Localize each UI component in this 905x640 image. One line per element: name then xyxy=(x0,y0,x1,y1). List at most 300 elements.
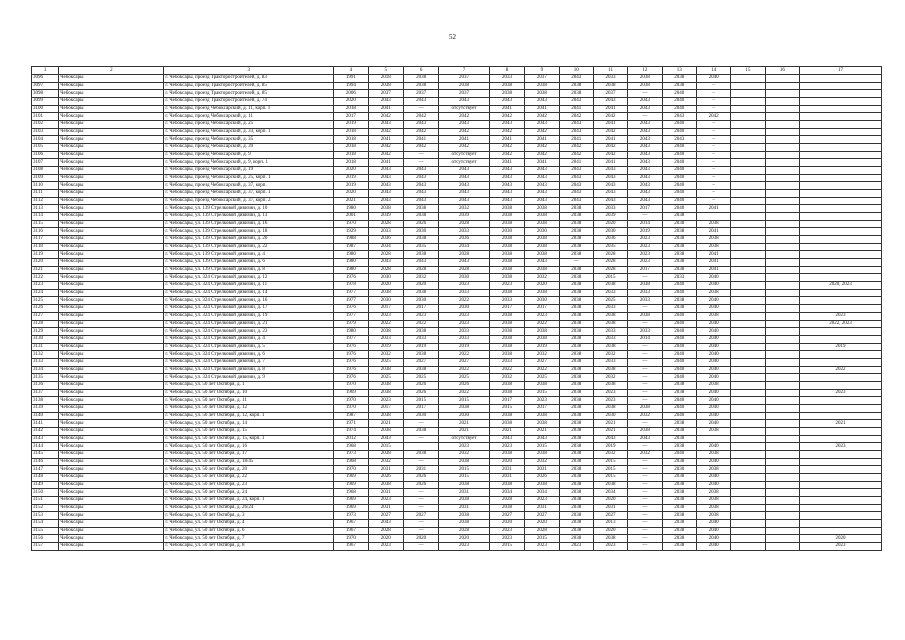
table-cell: — xyxy=(628,358,662,366)
table-cell: 2043 xyxy=(628,197,662,205)
table-cell: 3147 xyxy=(32,466,59,474)
table-cell: г. Чебоксары, ул. 50 лет Октября, д. 8 xyxy=(164,542,334,550)
table-cell: 2038 xyxy=(439,519,490,527)
table-cell: 1970 xyxy=(334,220,368,228)
table-cell: 2038 xyxy=(489,259,524,267)
table-row xyxy=(32,466,882,474)
table-cell: 2015 xyxy=(525,443,559,451)
table-cell: — xyxy=(559,259,593,267)
table-cell: Чебоксары xyxy=(59,481,164,489)
table-cell: г. Чебоксары, проезд Тракторостроителей, д. 85 xyxy=(164,82,334,90)
table-cell: 3153 xyxy=(32,512,59,520)
table-cell xyxy=(765,82,799,90)
table-cell: 2022 xyxy=(800,366,882,374)
table-cell: 2043 xyxy=(559,128,593,136)
table-cell: 2017 xyxy=(489,305,524,313)
table-cell: 2038 xyxy=(559,443,593,451)
table-cell: 2037 xyxy=(439,75,490,83)
table-cell xyxy=(765,243,799,251)
table-cell: 2041 xyxy=(696,266,730,274)
table-cell: 3123 xyxy=(32,282,59,290)
table-cell: 2042 xyxy=(403,113,438,121)
table-cell xyxy=(800,358,882,366)
table-cell: Чебоксары xyxy=(59,144,164,152)
table-cell: 2015 xyxy=(368,443,403,451)
table-cell xyxy=(731,305,765,313)
table-cell: 2038 xyxy=(662,481,696,489)
table-row xyxy=(32,343,882,351)
table-cell: 2043 xyxy=(525,197,559,205)
column-header: 7 xyxy=(439,67,490,75)
table-cell: 2030 xyxy=(403,412,438,420)
table-cell: Чебоксары xyxy=(59,113,164,121)
table-cell: 2041 xyxy=(593,159,627,167)
table-row xyxy=(32,251,882,259)
table-row xyxy=(32,213,882,221)
table-cell: 2038 xyxy=(525,90,559,98)
table-cell: г. Чебоксары, проезд Чебоксарский, д. 9 xyxy=(164,151,334,159)
table-cell xyxy=(731,98,765,106)
table-cell: 2043 xyxy=(368,190,403,198)
table-cell: 2031 xyxy=(439,504,490,512)
table-cell: 2038 xyxy=(368,412,403,420)
table-cell: 2043 xyxy=(662,136,696,144)
table-cell: 2041 xyxy=(696,251,730,259)
table-cell: 3121 xyxy=(32,266,59,274)
table-cell: 2041 xyxy=(593,121,627,129)
table-row xyxy=(32,205,882,213)
table-cell: — xyxy=(628,420,662,428)
table-cell: 2019 xyxy=(403,343,438,351)
table-cell xyxy=(765,351,799,359)
table-cell: 2020 xyxy=(368,535,403,543)
table-cell: Чебоксары xyxy=(59,504,164,512)
table-cell: Чебоксары xyxy=(59,151,164,159)
table-cell: 2043 xyxy=(525,167,559,175)
table-row xyxy=(32,328,882,336)
table-row xyxy=(32,282,882,290)
table-cell: 2015 xyxy=(593,466,627,474)
table-cell: 2025 xyxy=(525,374,559,382)
table-cell: 2043 xyxy=(525,435,559,443)
table-cell: 2038 xyxy=(489,266,524,274)
table-cell xyxy=(765,504,799,512)
table-cell: 2038 xyxy=(525,450,559,458)
table-cell: 2020 xyxy=(489,458,524,466)
table-cell: 2030 xyxy=(439,274,490,282)
table-cell xyxy=(800,481,882,489)
table-cell: 2015 xyxy=(593,274,627,282)
table-cell: 2023 xyxy=(368,542,403,550)
table-cell xyxy=(731,151,765,159)
table-cell: 2043 xyxy=(559,167,593,175)
table-cell: 2038 xyxy=(525,381,559,389)
table-cell: 2023 xyxy=(525,312,559,320)
table-cell: 2040 xyxy=(662,151,696,159)
table-cell: 3157 xyxy=(32,542,59,550)
table-row xyxy=(32,159,882,167)
table-cell: Чебоксары xyxy=(59,335,164,343)
table-cell: 2043 xyxy=(439,98,490,106)
table-cell: 1976 xyxy=(334,351,368,359)
table-cell: 3129 xyxy=(32,328,59,336)
table-cell: 2042 xyxy=(439,113,490,121)
table-cell: 2038 xyxy=(559,243,593,251)
table-cell: 2038 xyxy=(559,305,593,313)
table-cell xyxy=(731,443,765,451)
table-cell: 3106 xyxy=(32,151,59,159)
table-cell: 2042 xyxy=(368,128,403,136)
table-cell: 2030 xyxy=(368,297,403,305)
table-cell: Чебоксары xyxy=(59,236,164,244)
table-cell: 2042 xyxy=(593,128,627,136)
table-cell xyxy=(765,320,799,328)
table-cell xyxy=(765,404,799,412)
table-cell: 1988 xyxy=(334,236,368,244)
table-cell: 2031 xyxy=(368,504,403,512)
table-cell: 2019 xyxy=(525,343,559,351)
table-cell xyxy=(800,374,882,382)
table-cell: 2026 xyxy=(403,481,438,489)
table-cell: 2034 xyxy=(489,489,524,497)
table-cell: г. Чебоксары, проезд Чебоксарский, д. 35 xyxy=(164,136,334,144)
table-cell: 2043 xyxy=(593,167,627,175)
table-cell xyxy=(765,167,799,175)
table-cell: 2015 xyxy=(593,458,627,466)
table-cell: 2040 xyxy=(662,312,696,320)
table-row xyxy=(32,420,882,428)
table-row xyxy=(32,151,882,159)
table-cell: 2038 xyxy=(593,343,627,351)
table-cell xyxy=(731,251,765,259)
table-cell xyxy=(731,473,765,481)
table-cell: Чебоксары xyxy=(59,542,164,550)
table-cell: Чебоксары xyxy=(59,90,164,98)
table-cell: — xyxy=(403,496,438,504)
table-cell: 2038 xyxy=(489,274,524,282)
table-cell: 2028 xyxy=(368,266,403,274)
table-cell: Чебоксары xyxy=(59,174,164,182)
table-cell: – xyxy=(696,105,730,113)
table-cell: 3120 xyxy=(32,259,59,267)
table-cell xyxy=(731,535,765,543)
table-cell: 2015 xyxy=(403,397,438,405)
table-cell: 2038 xyxy=(559,358,593,366)
table-cell: 2031 xyxy=(368,466,403,474)
table-cell: 2041 xyxy=(696,228,730,236)
table-cell: 2040 xyxy=(662,190,696,198)
table-cell: 2018 xyxy=(334,136,368,144)
table-cell: 2038 xyxy=(489,504,524,512)
table-cell: Чебоксары xyxy=(59,466,164,474)
table-cell: 2015 xyxy=(439,466,490,474)
table-cell xyxy=(800,243,882,251)
table-cell: 2040 xyxy=(662,144,696,152)
table-cell xyxy=(731,144,765,152)
table-row xyxy=(32,404,882,412)
table-cell xyxy=(765,328,799,336)
table-cell: 2038 xyxy=(593,320,627,328)
table-cell: 2038 xyxy=(489,481,524,489)
table-cell: 2038 xyxy=(559,351,593,359)
column-header: 2 xyxy=(59,67,164,75)
table-cell: Чебоксары xyxy=(59,397,164,405)
table-cell: – xyxy=(696,128,730,136)
table-cell: 2038 xyxy=(662,420,696,428)
table-cell: 2038 xyxy=(662,82,696,90)
table-cell: 2038 xyxy=(696,496,730,504)
table-cell: 2040 xyxy=(662,182,696,190)
table-cell: 2027 xyxy=(403,358,438,366)
table-cell: 2038 xyxy=(489,343,524,351)
table-cell: 2043 xyxy=(662,113,696,121)
table-cell: 2033 xyxy=(489,75,524,83)
table-cell: 2040 xyxy=(662,366,696,374)
table-cell xyxy=(731,527,765,535)
table-cell: 2023 xyxy=(628,251,662,259)
table-cell: 2032 xyxy=(439,450,490,458)
table-cell xyxy=(800,496,882,504)
table-cell: Чебоксары xyxy=(59,305,164,313)
table-cell: 2030 xyxy=(593,412,627,420)
table-cell xyxy=(731,159,765,167)
table-row xyxy=(32,144,882,152)
table-cell: Чебоксары xyxy=(59,443,164,451)
table-cell: 2030 xyxy=(403,228,438,236)
table-cell: 1979 xyxy=(334,320,368,328)
table-cell: 2026 xyxy=(439,381,490,389)
table-cell: 2028 xyxy=(489,496,524,504)
table-cell xyxy=(800,527,882,535)
table-cell: 2038 xyxy=(403,251,438,259)
table-cell: 2023 xyxy=(628,259,662,267)
table-header-row xyxy=(32,67,882,75)
table-cell xyxy=(765,205,799,213)
table-cell: — xyxy=(628,443,662,451)
table-cell: г. Чебоксары, ул. 50 лет Октября, д. 11 xyxy=(164,397,334,405)
table-cell: г. Чебоксары, ул. 50 лет Октября, д. 1 xyxy=(164,381,334,389)
table-cell: 2031 xyxy=(525,504,559,512)
table-cell: 3098 xyxy=(32,90,59,98)
table-cell xyxy=(800,128,882,136)
table-cell: 2038 xyxy=(662,75,696,83)
table-cell: 2038 xyxy=(662,251,696,259)
table-cell: Чебоксары xyxy=(59,412,164,420)
table-cell: 2036 xyxy=(439,236,490,244)
table-cell: 2033 xyxy=(439,328,490,336)
table-cell: Чебоксары xyxy=(59,358,164,366)
table-cell: 2023 xyxy=(593,542,627,550)
table-cell: 2023 xyxy=(525,496,559,504)
table-cell: 2043 xyxy=(628,121,662,129)
table-cell xyxy=(765,151,799,159)
table-cell: 2040 xyxy=(696,305,730,313)
table-cell: 2040 xyxy=(662,450,696,458)
table-cell: 3100 xyxy=(32,105,59,113)
table-cell: 2036 xyxy=(593,236,627,244)
table-cell: 2017 xyxy=(525,305,559,313)
table-cell: 2042 xyxy=(489,113,524,121)
table-cell: г. Чебоксары, проезд Тракторостроителей, д. 83 xyxy=(164,75,334,83)
column-header: 17 xyxy=(800,67,882,75)
table-cell: 2032 xyxy=(525,351,559,359)
table-cell xyxy=(800,473,882,481)
table-cell: 2028 xyxy=(403,266,438,274)
table-cell xyxy=(731,75,765,83)
table-cell: 2020 xyxy=(525,282,559,290)
table-cell: 2043 xyxy=(628,182,662,190)
table-cell: 2033 xyxy=(489,297,524,305)
table-cell: 2026 xyxy=(403,473,438,481)
table-cell: — xyxy=(403,435,438,443)
table-cell: 3107 xyxy=(32,159,59,167)
table-cell: 2031 xyxy=(489,466,524,474)
table-cell xyxy=(765,374,799,382)
table-cell xyxy=(800,504,882,512)
table-cell xyxy=(800,82,882,90)
table-cell: – xyxy=(696,121,730,129)
table-cell: 2038 xyxy=(525,289,559,297)
table-cell: Чебоксары xyxy=(59,213,164,221)
table-cell: г. Чебоксары, ул. 50 лет Октября, д. 17 xyxy=(164,450,334,458)
table-cell: 2038 xyxy=(525,205,559,213)
table-cell: 2040 xyxy=(662,320,696,328)
table-cell xyxy=(731,358,765,366)
table-cell: – xyxy=(696,98,730,106)
table-cell: 2040 xyxy=(696,473,730,481)
table-cell: г. Чебоксары, ул. 139 Стрелковой дивизии, д. 16 xyxy=(164,220,334,228)
table-cell: 2033 xyxy=(439,289,490,297)
table-cell xyxy=(731,82,765,90)
table-row xyxy=(32,312,882,320)
table-cell: 2043 xyxy=(628,151,662,159)
table-cell: 2020 xyxy=(525,519,559,527)
table-cell: 2038 xyxy=(662,435,696,443)
table-cell: 2033 xyxy=(628,328,662,336)
table-row xyxy=(32,220,882,228)
table-cell: 2038 xyxy=(525,481,559,489)
table-cell: 2038 xyxy=(662,473,696,481)
table-cell: Чебоксары xyxy=(59,98,164,106)
table-cell: 2038 xyxy=(559,496,593,504)
table-cell: 1968 xyxy=(334,458,368,466)
table-cell: 2040 xyxy=(662,282,696,290)
table-cell xyxy=(800,174,882,182)
table-cell: Чебоксары xyxy=(59,420,164,428)
table-cell: 2023 xyxy=(559,542,593,550)
table-cell: г. Чебоксары, проезд Чебоксарский, д. 37, корп. xyxy=(164,182,334,190)
table-cell: 1980 xyxy=(334,251,368,259)
table-cell: 2023 xyxy=(800,389,882,397)
table-cell: 2023 xyxy=(489,443,524,451)
table-row xyxy=(32,305,882,313)
table-cell: 2006 xyxy=(334,90,368,98)
table-row xyxy=(32,381,882,389)
table-cell: — xyxy=(628,535,662,543)
table-cell xyxy=(765,443,799,451)
table-row xyxy=(32,236,882,244)
table-cell: 2038 xyxy=(368,481,403,489)
table-cell: 3114 xyxy=(32,213,59,221)
table-cell: 2041 xyxy=(489,105,524,113)
table-cell: 1980 xyxy=(334,266,368,274)
table-cell: г. Чебоксары, ул. 50 лет Октября, д. 20 xyxy=(164,466,334,474)
table-cell xyxy=(765,259,799,267)
table-cell xyxy=(731,366,765,374)
table-cell: 2038 xyxy=(525,251,559,259)
table-cell: 2043 xyxy=(368,121,403,129)
table-cell: г. Чебоксары, ул. 50 лет Октября, д. 26/24 xyxy=(164,504,334,512)
table-cell: 2038 xyxy=(489,420,524,428)
table-cell xyxy=(800,259,882,267)
table-row xyxy=(32,427,882,435)
table-cell: 2042 xyxy=(403,128,438,136)
table-cell: 2040 xyxy=(696,374,730,382)
table-cell: 2041 xyxy=(593,136,627,144)
table-cell: 2020 xyxy=(403,535,438,543)
table-cell: — xyxy=(628,274,662,282)
table-cell: — xyxy=(403,542,438,550)
table-cell: 2043 xyxy=(403,259,438,267)
table-cell xyxy=(800,351,882,359)
table-cell: 2037 xyxy=(403,90,438,98)
table-cell xyxy=(800,190,882,198)
table-cell xyxy=(731,213,765,221)
table-cell xyxy=(765,121,799,129)
table-cell: 2040 xyxy=(696,282,730,290)
table-cell: 2038 xyxy=(662,213,696,221)
table-cell: 2038 xyxy=(489,236,524,244)
table-cell xyxy=(800,136,882,144)
table-cell: 2038 xyxy=(489,312,524,320)
table-cell: 2018 xyxy=(334,151,368,159)
table-cell: 2041 xyxy=(439,136,490,144)
table-cell xyxy=(731,236,765,244)
table-cell: 2035 xyxy=(403,243,438,251)
table-cell: 1976 xyxy=(334,274,368,282)
table-cell: 2021 xyxy=(334,197,368,205)
table-cell: 2038 xyxy=(593,366,627,374)
table-cell: – xyxy=(696,190,730,198)
table-cell: 2015 xyxy=(489,404,524,412)
table-cell: 2043 xyxy=(439,197,490,205)
table-cell: 1980 xyxy=(334,259,368,267)
table-cell: г. Чебоксары, проезд Тракторостроителей, д. 74 xyxy=(164,98,334,106)
table-cell: 1969 xyxy=(334,389,368,397)
table-cell: 2038 xyxy=(662,243,696,251)
table-cell: 2038 xyxy=(489,450,524,458)
table-cell: 2038 xyxy=(403,213,438,221)
table-cell: 2043 xyxy=(489,174,524,182)
table-cell: 2038 xyxy=(662,228,696,236)
table-cell: 1970 xyxy=(334,381,368,389)
table-cell: Чебоксары xyxy=(59,496,164,504)
table-cell xyxy=(765,105,799,113)
table-row xyxy=(32,397,882,405)
table-cell xyxy=(800,205,882,213)
table-row xyxy=(32,535,882,543)
table-cell: 2022 xyxy=(439,389,490,397)
table-cell: 2038 xyxy=(403,366,438,374)
table-cell xyxy=(696,435,730,443)
table-cell: 2032 xyxy=(368,351,403,359)
table-cell: 2032 xyxy=(628,450,662,458)
table-cell: 2023 xyxy=(439,312,490,320)
table-cell: 2038 xyxy=(696,243,730,251)
table-cell: 2038 xyxy=(696,512,730,520)
table-cell: 2038 xyxy=(439,82,490,90)
table-cell: 2043 xyxy=(368,435,403,443)
